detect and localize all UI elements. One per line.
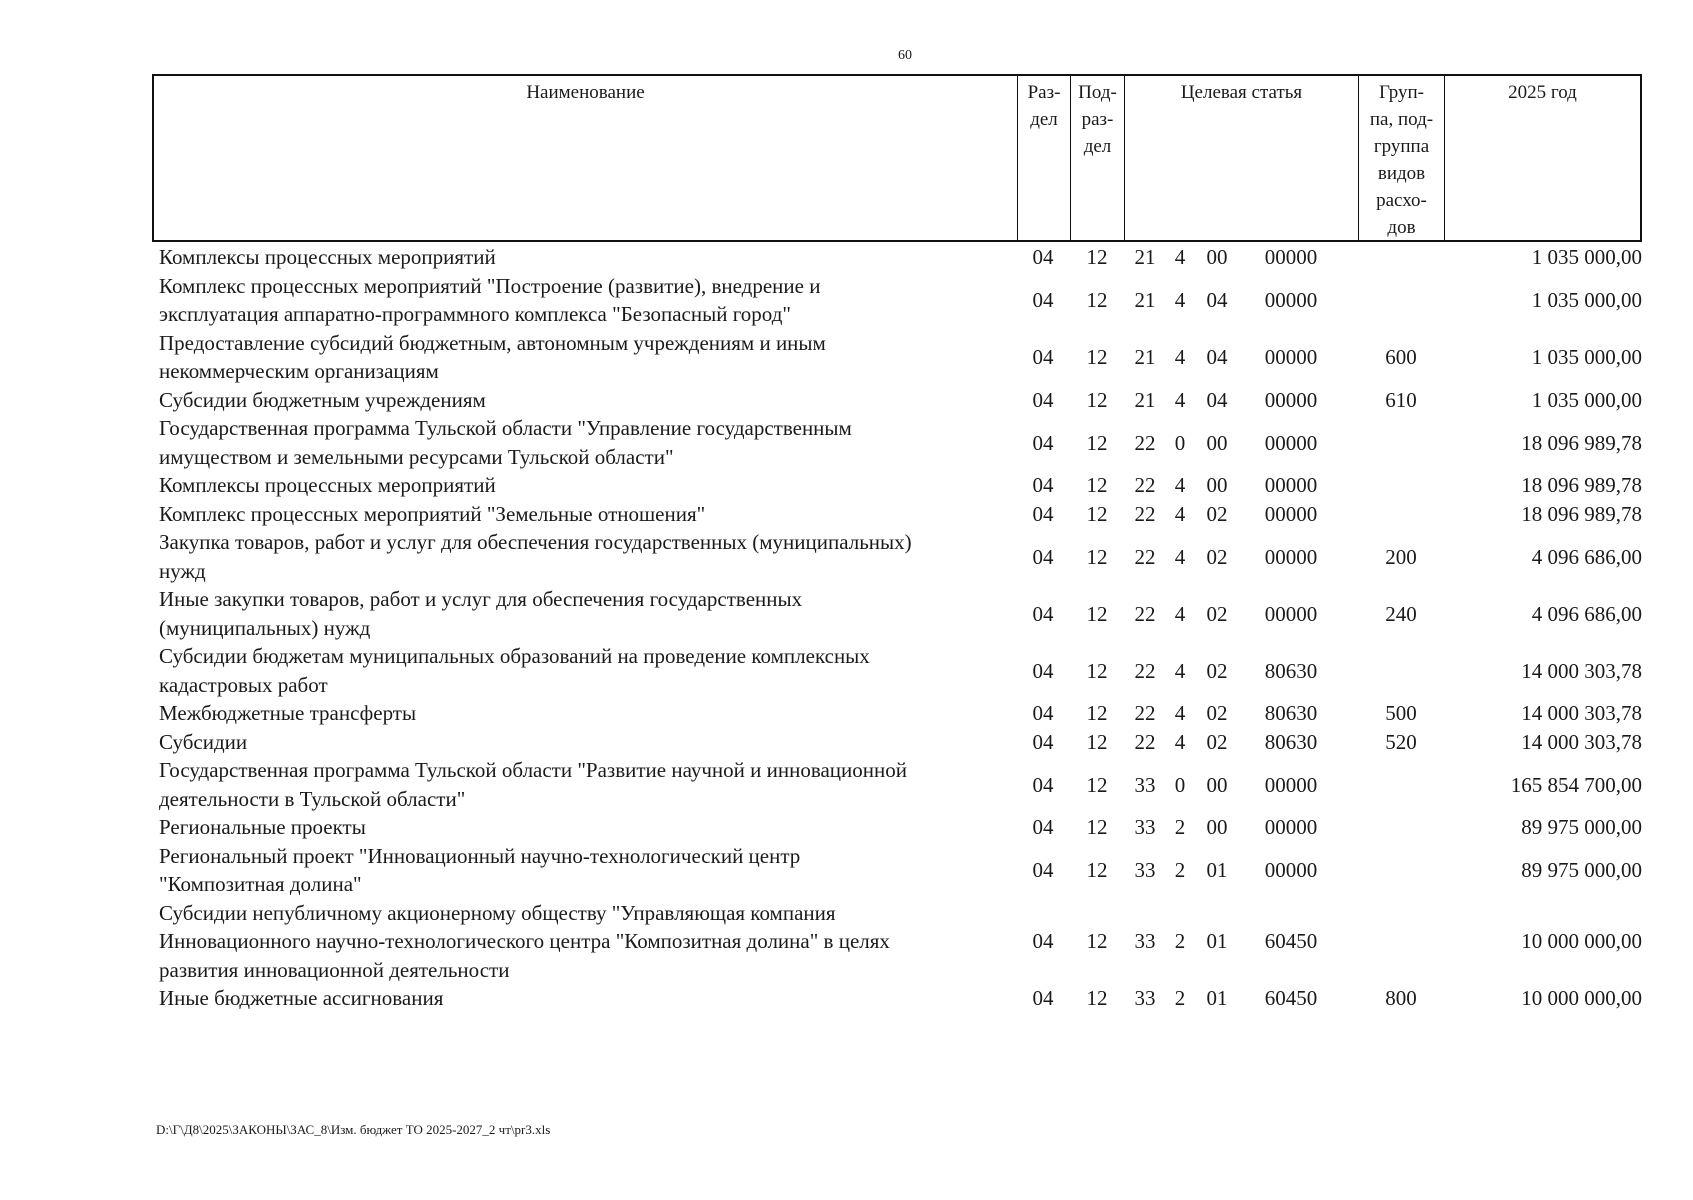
row-name: Субсидии непубличному акционерному обществу "Управляющая компания Инновационного научно-технологического центра "Композитная долина" в целях развития инновационной деятельности [159, 900, 890, 982]
row-razdel: 04 [1032, 986, 1054, 1010]
table-row [152, 272, 1642, 329]
row-amount: 1 035 000,00 [1531, 344, 1642, 369]
row-target-direction: 00000 [1264, 772, 1318, 797]
row-target-complex: 00 [1206, 473, 1228, 497]
row-target-direction: 60450 [1264, 986, 1318, 1010]
row-amount: 1 035 000,00 [1531, 387, 1642, 412]
row-target-program: 22 [1134, 473, 1156, 497]
row-target-program: 21 [1134, 344, 1156, 369]
row-target-direction: 00000 [1264, 430, 1318, 455]
header-group: Груп- па, под- группа видов расхо- дов [1359, 76, 1445, 240]
row-razdel: 04 [1032, 287, 1054, 312]
row-podrazdel: 12 [1086, 473, 1108, 497]
row-razdel: 04 [1032, 772, 1054, 797]
row-target-type: 4 [1174, 287, 1186, 312]
row-target-type: 4 [1174, 245, 1186, 269]
row-target-program: 33 [1134, 857, 1156, 882]
row-podrazdel: 12 [1086, 245, 1108, 269]
row-podrazdel: 12 [1086, 287, 1108, 312]
row-target-program: 22 [1134, 601, 1156, 626]
row-amount: 18 096 989,78 [1521, 430, 1642, 455]
row-name: Межбюджетные трансферты [159, 701, 417, 725]
row-target-program: 33 [1134, 815, 1156, 839]
row-target-type: 2 [1174, 857, 1186, 882]
table-row [152, 728, 1642, 757]
row-amount: 4 096 686,00 [1531, 544, 1642, 569]
header-podrazdel: Под- раз- дел [1071, 76, 1125, 240]
header-name: Наименование [154, 76, 1018, 240]
row-amount: 18 096 989,78 [1521, 501, 1642, 526]
row-target-type: 4 [1174, 658, 1186, 683]
row-amount: 14 000 303,78 [1521, 701, 1642, 725]
table-row [152, 756, 1642, 813]
row-target-program: 21 [1134, 245, 1156, 269]
table-row [152, 414, 1642, 471]
row-podrazdel: 12 [1086, 344, 1108, 369]
row-name: Субсидии [159, 729, 248, 754]
row-target-type: 0 [1174, 772, 1186, 797]
row-target-type: 4 [1174, 344, 1186, 369]
row-podrazdel: 12 [1086, 815, 1108, 839]
table-row [152, 842, 1642, 899]
row-razdel: 04 [1032, 601, 1054, 626]
table-row [152, 386, 1642, 415]
row-razdel: 04 [1032, 501, 1054, 526]
row-expense-group: 520 [1385, 729, 1417, 754]
row-target-direction: 00000 [1264, 544, 1318, 569]
row-name: Иные закупки товаров, работ и услуг для обеспечения государственных (муниципальных) нужд [159, 587, 803, 640]
table-row [152, 813, 1642, 842]
row-target-direction: 00000 [1264, 245, 1318, 269]
row-amount: 10 000 000,00 [1521, 986, 1642, 1010]
row-expense-group: 500 [1385, 701, 1417, 725]
row-name: Субсидии бюджетным учреждениям [159, 387, 486, 412]
row-target-complex: 01 [1206, 986, 1228, 1010]
row-target-type: 4 [1174, 387, 1186, 412]
row-podrazdel: 12 [1086, 387, 1108, 412]
row-razdel: 04 [1032, 857, 1054, 882]
table-row [152, 329, 1642, 386]
row-target-complex: 00 [1206, 815, 1228, 839]
table-row [152, 899, 1642, 985]
row-podrazdel: 12 [1086, 658, 1108, 683]
row-name: Государственная программа Тульской области "Управление государственным имуществом и земельными ресурсами Тульской области" [159, 416, 852, 469]
row-razdel: 04 [1032, 344, 1054, 369]
table-row [152, 642, 1642, 699]
row-name: Государственная программа Тульской области "Развитие научной и инновационной деятельности в Тульской области" [159, 758, 907, 811]
table-row [152, 984, 1642, 1013]
table-row [152, 528, 1642, 585]
row-amount: 89 975 000,00 [1521, 857, 1642, 882]
row-target-type: 4 [1174, 701, 1186, 725]
row-target-complex: 02 [1206, 501, 1228, 526]
row-target-program: 33 [1134, 929, 1156, 953]
row-target-program: 21 [1134, 287, 1156, 312]
row-expense-group: 610 [1385, 387, 1417, 412]
row-target-complex: 00 [1206, 772, 1228, 797]
row-target-complex: 01 [1206, 857, 1228, 882]
row-name: Комплекс процессных мероприятий "Земельные отношения" [159, 501, 706, 526]
row-expense-group: 600 [1385, 344, 1417, 369]
row-amount: 18 096 989,78 [1521, 473, 1642, 497]
row-target-complex: 01 [1206, 929, 1228, 953]
row-name: Комплексы процессных мероприятий [159, 245, 496, 269]
row-target-complex: 02 [1206, 601, 1228, 626]
row-razdel: 04 [1032, 929, 1054, 953]
row-target-direction: 80630 [1264, 729, 1318, 754]
row-razdel: 04 [1032, 701, 1054, 725]
row-target-complex: 02 [1206, 729, 1228, 754]
row-target-direction: 00000 [1264, 601, 1318, 626]
row-razdel: 04 [1032, 473, 1054, 497]
row-razdel: 04 [1032, 658, 1054, 683]
row-target-complex: 00 [1206, 245, 1228, 269]
row-podrazdel: 12 [1086, 772, 1108, 797]
row-name: Субсидии бюджетам муниципальных образований на проведение комплексных кадастровых работ [159, 644, 870, 697]
row-amount: 1 035 000,00 [1531, 245, 1642, 269]
row-target-type: 2 [1174, 815, 1186, 839]
row-target-type: 4 [1174, 501, 1186, 526]
row-podrazdel: 12 [1086, 601, 1108, 626]
row-podrazdel: 12 [1086, 430, 1108, 455]
row-target-complex: 00 [1206, 430, 1228, 455]
row-target-program: 22 [1134, 501, 1156, 526]
row-amount: 10 000 000,00 [1521, 929, 1642, 953]
header-target: Целевая статья [1125, 76, 1359, 240]
row-target-direction: 80630 [1264, 701, 1318, 725]
row-amount: 14 000 303,78 [1521, 658, 1642, 683]
row-name: Региональные проекты [159, 815, 366, 839]
table-row [152, 500, 1642, 529]
row-target-type: 0 [1174, 430, 1186, 455]
row-target-complex: 02 [1206, 544, 1228, 569]
row-target-program: 33 [1134, 986, 1156, 1010]
row-podrazdel: 12 [1086, 857, 1108, 882]
table-row [152, 699, 1642, 728]
row-podrazdel: 12 [1086, 729, 1108, 754]
row-target-type: 4 [1174, 473, 1186, 497]
page-number: 60 [898, 48, 912, 63]
row-podrazdel: 12 [1086, 544, 1108, 569]
row-razdel: 04 [1032, 815, 1054, 839]
row-razdel: 04 [1032, 729, 1054, 754]
row-razdel: 04 [1032, 544, 1054, 569]
row-razdel: 04 [1032, 245, 1054, 269]
row-podrazdel: 12 [1086, 501, 1108, 526]
row-podrazdel: 12 [1086, 701, 1108, 725]
row-name: Комплекс процессных мероприятий "Построение (развитие), внедрение и эксплуатация аппаратно-программного комплекса "Безопасный город" [159, 273, 821, 326]
row-amount: 14 000 303,78 [1521, 729, 1642, 754]
row-name: Региональный проект "Инновационный научно-технологический центр "Композитная долина" [159, 843, 801, 896]
row-target-complex: 02 [1206, 701, 1228, 725]
table-row [152, 243, 1642, 272]
row-target-program: 21 [1134, 387, 1156, 412]
row-target-direction: 00000 [1264, 473, 1318, 497]
row-name: Иные бюджетные ассигнования [159, 986, 444, 1010]
row-amount: 1 035 000,00 [1531, 287, 1642, 312]
header-year: 2025 год [1508, 82, 1577, 103]
row-podrazdel: 12 [1086, 929, 1108, 953]
row-target-direction: 00000 [1264, 501, 1318, 526]
row-target-direction: 80630 [1264, 658, 1318, 683]
row-target-direction: 00000 [1264, 815, 1318, 839]
table-row [152, 471, 1642, 500]
row-name: Предоставление субсидий бюджетным, автономным учреждениям и иным некоммерческим организациям [159, 330, 826, 383]
row-amount: 4 096 686,00 [1531, 601, 1642, 626]
row-target-direction: 00000 [1264, 344, 1318, 369]
row-target-complex: 04 [1206, 344, 1228, 369]
row-target-type: 4 [1174, 601, 1186, 626]
row-target-program: 22 [1134, 729, 1156, 754]
table-row [152, 585, 1642, 642]
row-target-type: 2 [1174, 986, 1186, 1010]
row-target-direction: 00000 [1264, 387, 1318, 412]
row-target-direction: 60450 [1264, 929, 1318, 953]
row-amount: 89 975 000,00 [1521, 815, 1642, 839]
row-target-complex: 02 [1206, 658, 1228, 683]
row-target-type: 4 [1174, 729, 1186, 754]
row-target-complex: 04 [1206, 387, 1228, 412]
row-name: Комплексы процессных мероприятий [159, 473, 496, 497]
row-target-program: 22 [1134, 430, 1156, 455]
table-header [152, 74, 1642, 242]
row-target-program: 33 [1134, 772, 1156, 797]
budget-table-body [152, 243, 1642, 1013]
row-target-complex: 04 [1206, 287, 1228, 312]
row-expense-group: 240 [1385, 601, 1417, 626]
row-target-program: 22 [1134, 544, 1156, 569]
row-razdel: 04 [1032, 430, 1054, 455]
row-target-type: 2 [1174, 929, 1186, 953]
row-name: Закупка товаров, работ и услуг для обеспечения государственных (муниципальных) нужд [159, 530, 912, 583]
file-path-footer: D:\Г\Д8\2025\ЗАКОНЫ\ЗАС_8\Изм. бюджет ТО 2025-2027_2 чт\pr3.xls [156, 1122, 551, 1137]
row-target-type: 4 [1174, 544, 1186, 569]
header-razdel: Раз- дел [1018, 76, 1071, 240]
row-target-direction: 00000 [1264, 287, 1318, 312]
row-target-direction: 00000 [1264, 857, 1318, 882]
row-amount: 165 854 700,00 [1510, 772, 1642, 797]
row-podrazdel: 12 [1086, 986, 1108, 1010]
row-razdel: 04 [1032, 387, 1054, 412]
row-target-program: 22 [1134, 701, 1156, 725]
row-expense-group: 200 [1385, 544, 1417, 569]
row-expense-group: 800 [1385, 986, 1417, 1010]
row-target-program: 22 [1134, 658, 1156, 683]
